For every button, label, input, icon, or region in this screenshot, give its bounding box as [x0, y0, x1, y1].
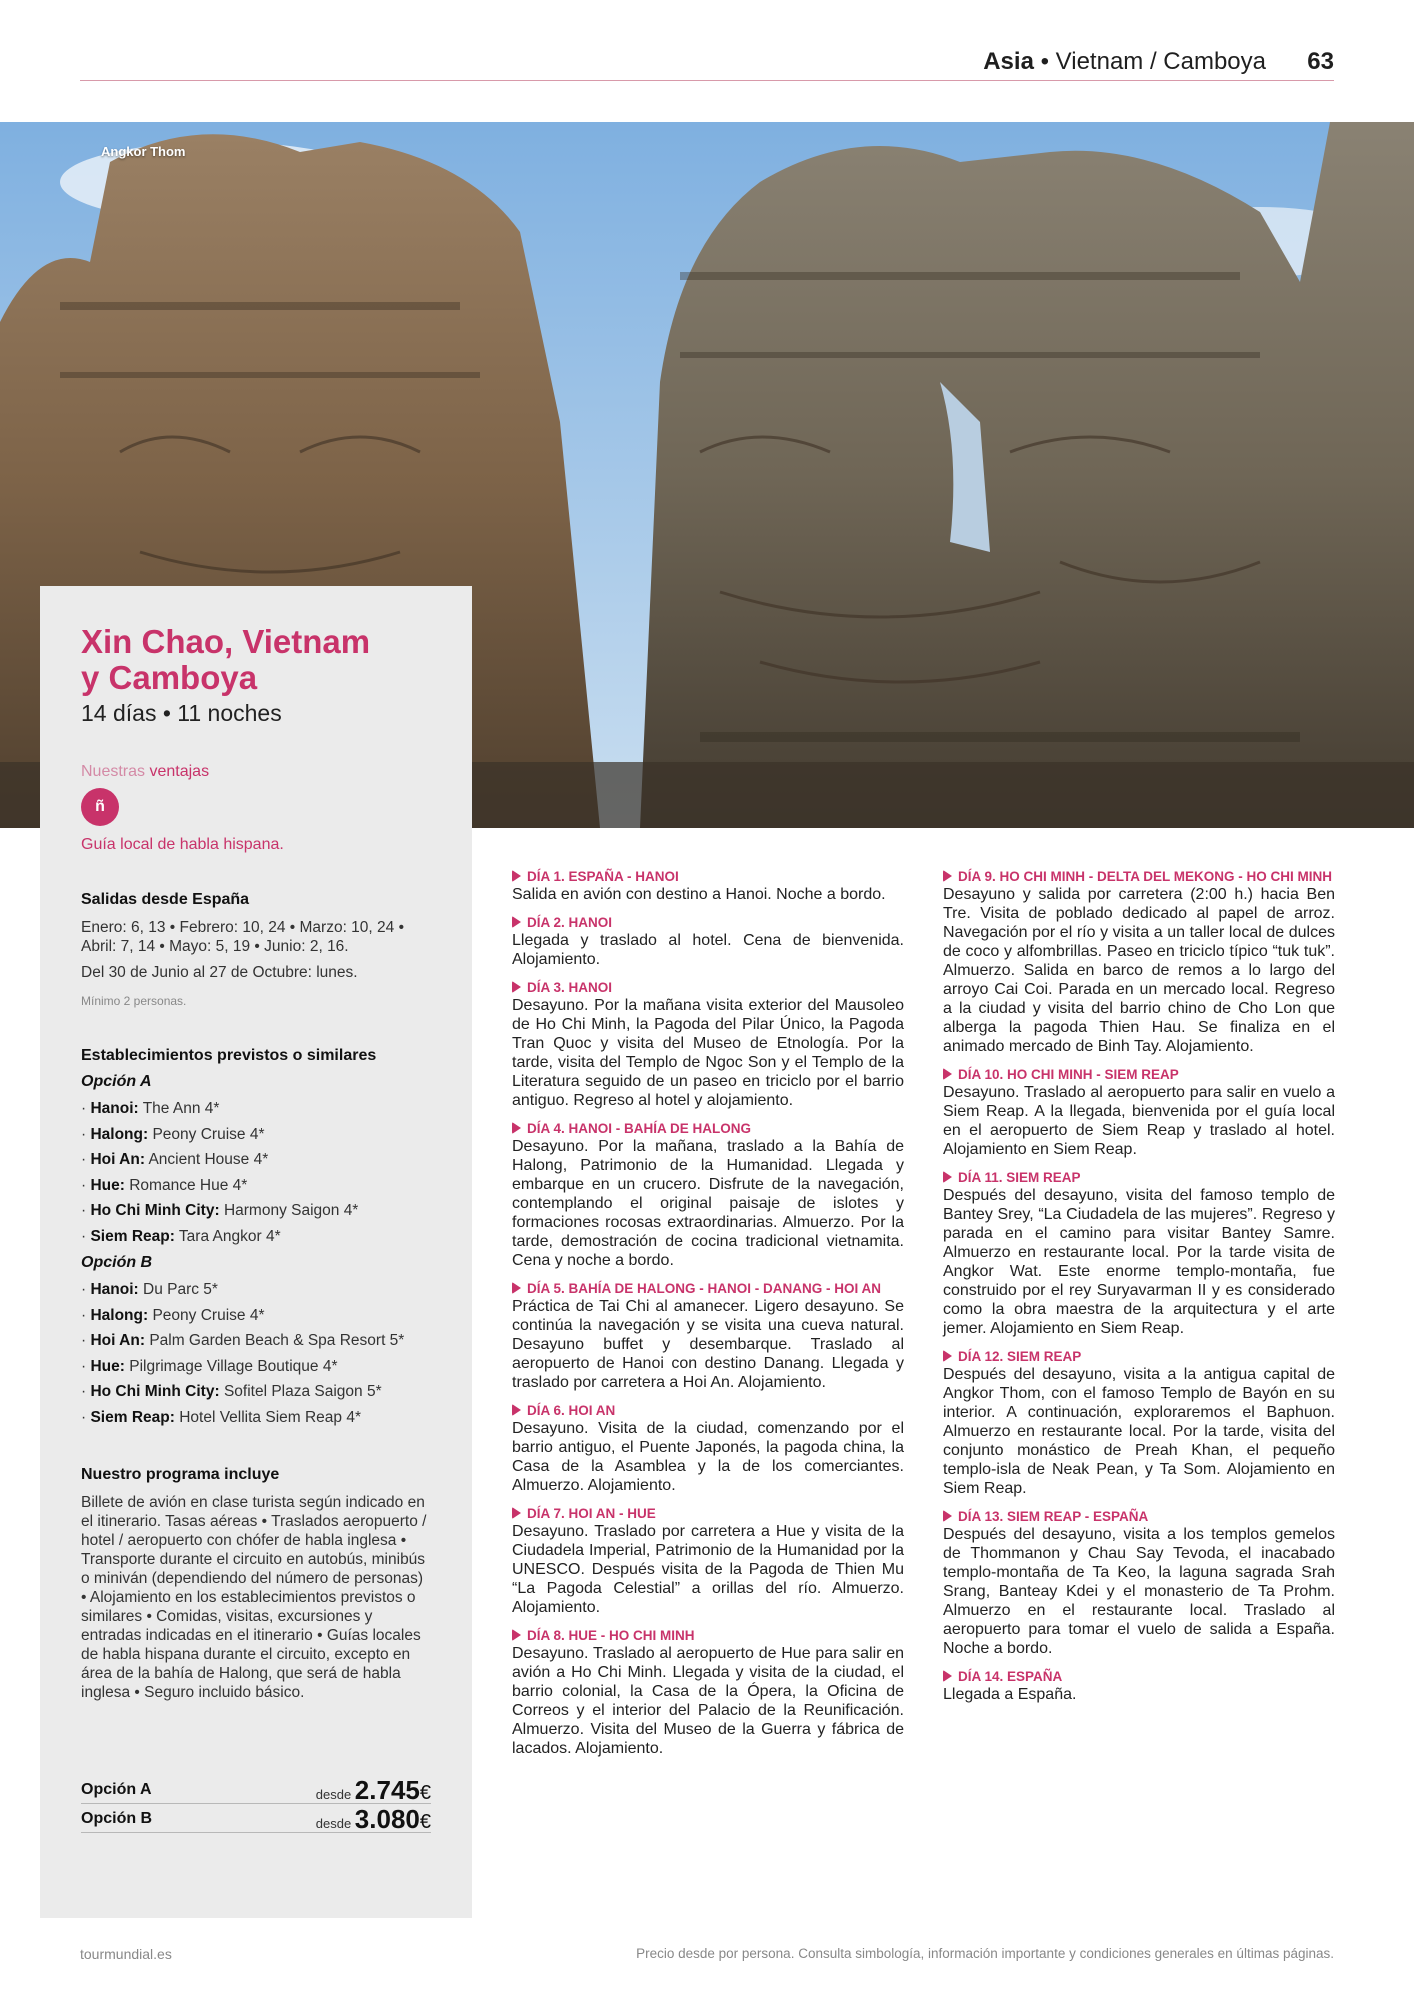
hotel-item: · Hoi An: Ancient House 4*	[81, 1151, 269, 1169]
spanish-guide-icon: ñ	[81, 788, 119, 826]
hotel-item: · Hue: Pilgrimage Village Boutique 4*	[81, 1357, 338, 1375]
bullet-arrow-icon	[943, 1171, 952, 1183]
hotel-item: · Ho Chi Minh City: Sofitel Plaza Saigon 5*	[81, 1383, 382, 1401]
itinerary-day: DÍA 12. SIEM REAP Después del desayuno, visita a la antigua capital de Angkor Thom, con el famoso Templo de Bayón en su interior. A continuación, exploraremos el Baphuon. Almuerzo en restaurante local. Por la tarde, visita del conjunto monástico de Preah Khan, el pequeño templo-isla de Neak Pean, y Ta Som. Alojamiento en Siem Reap.	[943, 1349, 1335, 1497]
bullet-arrow-icon	[512, 1629, 521, 1641]
hotel-item: · Hoi An: Palm Garden Beach & Spa Resort 5*	[81, 1332, 405, 1350]
region-label: Asia	[983, 48, 1034, 75]
price-option-a	[81, 1775, 431, 1804]
price-label: Opción B	[81, 1810, 153, 1827]
bullet-arrow-icon	[512, 870, 521, 882]
bullet-arrow-icon	[943, 870, 952, 882]
itinerary-day: DÍA 1. ESPAÑA - HANOI Salida en avión con destino a Hanoi. Noche a bordo.	[512, 869, 886, 903]
trip-title-line1: Xin Chao, Vietnam	[81, 623, 371, 660]
itinerary-column-right	[943, 868, 1335, 1714]
bullet-arrow-icon	[512, 1507, 521, 1519]
page-number: 63	[1307, 48, 1334, 75]
hotel-item: · Hue: Romance Hue 4*	[81, 1176, 248, 1194]
option-a-label: Opción A	[81, 1073, 152, 1090]
price-option-b	[81, 1804, 431, 1833]
itinerary-day: DÍA 11. SIEM REAP Después del desayuno, visita del famoso templo de Bantey Srey, “La Ciudadela de las mujeres”. Regreso y parada en el camino para visitar Bantey Samre. Almuerzo en restaurante local. Por la tarde visita de Angkor Wat. Este enorme templo-montaña, fue construido por el rey Suryavarman II y es considerado como la obra maestra de la arquitectura y el arte jemer. Alojamiento en Siem Reap.	[943, 1170, 1335, 1337]
hotel-item: · Hanoi: Du Parc 5*	[81, 1281, 218, 1298]
departures-heading: Salidas desde España	[81, 891, 250, 908]
photo-caption: Angkor Thom	[101, 144, 186, 159]
price-label: Opción A	[81, 1781, 152, 1798]
itinerary-day: DÍA 13. SIEM REAP - ESPAÑA Después del desayuno, visita a los templos gemelos de Thommanon y Chau Say Tevoda, el inacabado templo-montaña de Ta Keo, la laguna sagrada Srah Srang, Banteay Kdei y el monasterio de Ta Prohm. Almuerzo en el restaurante local. Traslado al aeropuerto para tomar el vuelo de salida a España. Noche a bordo.	[943, 1509, 1335, 1657]
bullet-arrow-icon	[943, 1510, 952, 1522]
hotel-item: · Siem Reap: Tara Angkor 4*	[81, 1227, 281, 1245]
guide-text: Guía local de habla hispana.	[81, 836, 284, 853]
itinerary-day: DÍA 5. BAHÍA DE HALONG - HANOI - DANANG - HOI AN Práctica de Tai Chi al amanecer. Ligero desayuno. Se continúa la navegación y se visita una cueva natural. Desayuno buffet y desembarque. Traslado al aeropuerto de Hanoi con destino Danang. Llegada y traslado por carretera a Hoi An. Alojamiento.	[512, 1281, 904, 1391]
itinerary-day: DÍA 6. HOI AN Desayuno. Visita de la ciudad, comenzando por el barrio antiguo, el Puente Japonés, la pagoda china, la Casa de la Asamblea y la de los comerciantes. Almuerzo. Alojamiento.	[512, 1403, 904, 1494]
itinerary-day: DÍA 3. HANOI Desayuno. Por la mañana visita exterior del Mausoleo de Ho Chi Minh, la Pagoda del Pilar Único, la Pagoda Tran Quoc y visita del Museo de Etnología. Por la tarde, visita del Templo de Ngoc Son y el Templo de la Literatura seguido de un paseo en triciclo por el barrio antiguo. Regreso al hotel y alojamiento.	[512, 980, 904, 1109]
advantages-prefix: Nuestras	[81, 763, 146, 780]
itinerary-day: DÍA 10. HO CHI MINH - SIEM REAP Desayuno. Traslado al aeropuerto para salir en vuelo a Siem Reap. A la llegada, bienvenida por el guía local en el aeropuerto de Siem Reap y traslado al hotel. Alojamiento en Siem Reap.	[943, 1067, 1335, 1158]
option-a-hotels	[81, 1096, 431, 1250]
bullet-arrow-icon	[512, 1404, 521, 1416]
price-value: desde 2.745€	[315, 1775, 431, 1805]
includes-text: Billete de avión en clase turista según indicado en el itinerario. Tasas aéreas • Traslados aeropuerto / hotel / aeropuerto con chófer de habla inglesa • Transporte durante el circuito en autobús, minibús o miniván (dependiendo del número de personas) • Alojamiento en los establecimientos previstos o similares • Comidas, visitas, excursiones y entradas indicadas en el itinerario • Guías locales de habla hispana durante el circuito, excepto en área de la bahía de Halong, que será de habla inglesa • Seguro incluido básico.	[81, 1494, 427, 1701]
trip-title	[81, 624, 431, 696]
bullet-arrow-icon	[943, 1068, 952, 1080]
bullet-arrow-icon	[512, 1122, 521, 1134]
bullet-arrow-icon	[512, 1282, 521, 1294]
bullet-arrow-icon	[512, 981, 521, 993]
departures-dates: Enero: 6, 13 • Febrero: 10, 24 • Marzo: 10, 24 • Abril: 7, 14 • Mayo: 5, 19 • Junio: 2, 16.	[81, 919, 405, 955]
option-b-label: Opción B	[81, 1254, 153, 1271]
price-value: desde 3.080€	[315, 1804, 431, 1834]
itinerary-column-left	[512, 868, 904, 1768]
trip-title-line2: y Camboya	[81, 659, 258, 696]
separator: •	[1040, 48, 1049, 75]
countries-label: Vietnam / Camboya	[1055, 48, 1266, 75]
bullet-arrow-icon	[512, 916, 521, 928]
departures-extra: Del 30 de Junio al 27 de Octubre: lunes.	[81, 964, 358, 981]
website-link[interactable]: tourmundial.es	[80, 1946, 172, 1962]
hotel-item: · Halong: Peony Cruise 4*	[81, 1125, 265, 1143]
bullet-arrow-icon	[943, 1350, 952, 1362]
itinerary-day: DÍA 2. HANOI Llegada y traslado al hotel. Cena de bienvenida. Alojamiento.	[512, 915, 904, 968]
trip-duration: 14 días • 11 noches	[81, 700, 282, 726]
itinerary-day: DÍA 4. HANOI - BAHÍA DE HALONG Desayuno. Por la mañana, traslado a la Bahía de Halong, Patrimonio de la Humanidad. Llegada y embarque en un crucero. Disfrute de la navegación, contemplando el original paisaje de islotes y formaciones rocosas extraordinarias. Almuerzo. Por la tarde, demostración de cocina tradicional vietnamita. Cena y noche a bordo.	[512, 1121, 904, 1269]
advantages-label	[81, 763, 431, 781]
advantages-word: ventajas	[149, 763, 210, 780]
itinerary-day: DÍA 8. HUE - HO CHI MINH Desayuno. Traslado al aeropuerto de Hue para salir en avión a Ho Chi Minh. Llegada y visita de la ciudad, el barrio colonial, la Casa de la Ópera, la Oficina de Correos y el interior del Palacio de la Reunificación. Almuerzo. Visita del Museo de la Guerra y fábrica de lacados. Alojamiento.	[512, 1628, 904, 1757]
breadcrumb	[983, 48, 1266, 76]
hotel-item: · Siem Reap: Hotel Vellita Siem Reap 4*	[81, 1408, 361, 1426]
hotels-heading: Establecimientos previstos o similares	[81, 1047, 377, 1064]
includes-heading: Nuestro programa incluye	[81, 1466, 280, 1483]
hotel-item: · Halong: Peony Cruise 4*	[81, 1306, 265, 1324]
option-b-hotels	[81, 1277, 431, 1431]
itinerary-day: DÍA 7. HOI AN - HUE Desayuno. Traslado por carretera a Hue y visita de la Ciudadela Imperial, Patrimonio de la Humanidad por la UNESCO. Después visita de la Pagoda de Thien Mu “La Pagoda Celestial” a orillas del río. Almuerzo. Alojamiento.	[512, 1506, 904, 1616]
hotel-item: · Hanoi: The Ann 4*	[81, 1100, 220, 1117]
sidebar-panel	[40, 586, 472, 1918]
footer-note: Precio desde por persona. Consulta simbología, información importante y condiciones generales en últimas páginas.	[636, 1946, 1334, 1961]
hotel-item: · Ho Chi Minh City: Harmony Saigon 4*	[81, 1202, 359, 1220]
itinerary-day: DÍA 9. HO CHI MINH - DELTA DEL MEKONG - HO CHI MINH Desayuno y salida por carretera (2:00 h.) hacia Ben Tre. Visita de poblado dedicado al papel de arroz. Navegación por el río y visita a un taller local de dulces de coco y alfombrillas. Paseo en triciclo típico “tuk tuk”. Almuerzo. Salida en barco de remos a lo largo del arroyo Cai Coi. Parada en un mercado local. Regreso a la ciudad y visita del barrio chino de Cho Lon que alberga la pagoda Thien Hau. Se finaliza en el animado mercado de Binh Tay. Alojamiento.	[943, 869, 1335, 1055]
page-header	[80, 44, 1334, 81]
minimum-persons: Mínimo 2 personas.	[81, 994, 187, 1008]
itinerary-day: DÍA 14. ESPAÑA Llegada a España.	[943, 1669, 1077, 1703]
bullet-arrow-icon	[943, 1670, 952, 1682]
